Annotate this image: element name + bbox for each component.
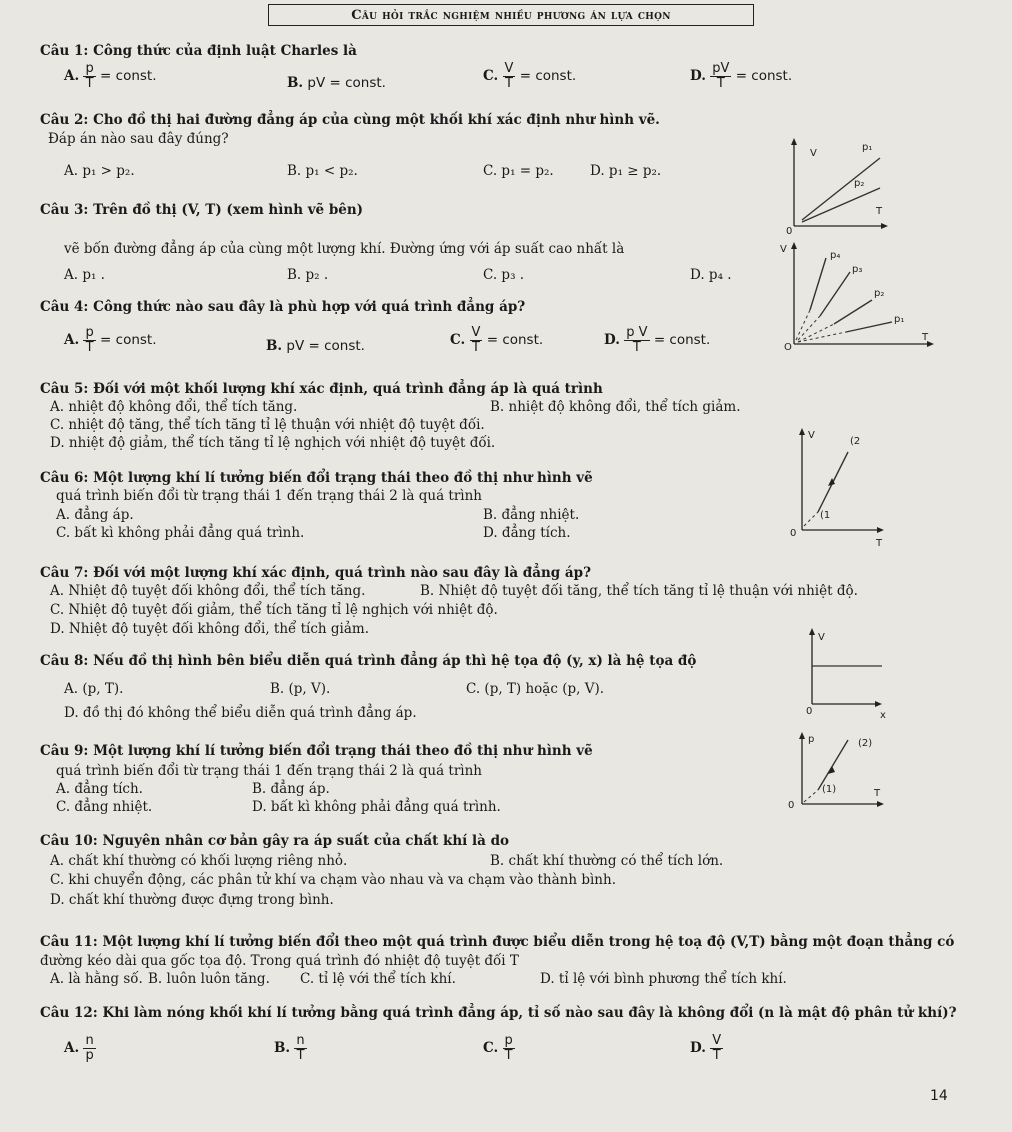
- q3-option-a[interactable]: A. p₁ .: [64, 267, 105, 283]
- q6-graph-origin: 0: [790, 528, 797, 539]
- q9-subtext: quá trình biến đổi từ trạng thái 1 đến trạng thái 2 là quá trình: [56, 763, 483, 779]
- q6-graph-x-label: T: [876, 538, 883, 549]
- q9-option-b[interactable]: B. đẳng áp.: [252, 781, 330, 797]
- q8-graph-origin: 0: [806, 706, 813, 717]
- q8-option-d[interactable]: D. đồ thị đó không thể biểu diễn quá trình đẳng áp.: [64, 705, 417, 721]
- q11-option-a[interactable]: A. là hằng số.: [50, 971, 143, 987]
- q9-graph-y-label: p: [808, 734, 815, 745]
- q5-stem: Câu 5: Đối với một khối lượng khí xác định, quá trình đẳng áp là quá trình: [40, 381, 603, 397]
- q4-option-c[interactable]: C. $\frac{V}{T}$ = const.: [450, 325, 544, 355]
- q10-option-a[interactable]: A. chất khí thường có khối lượng riêng nhỏ.: [50, 853, 348, 869]
- q12-stem: Câu 12: Khi làm nóng khối khí lí tưởng bằng quá trình đẳng áp, tỉ số nào sau đây là không đổi (n là mật độ phân tử khí)?: [40, 1005, 957, 1021]
- q9-graph-x-arrow: [877, 801, 884, 807]
- q8-stem: Câu 8: Nếu đồ thị hình bên biểu diễn quá trình đẳng áp thì hệ tọa độ (y, x) là hệ tọa độ: [40, 653, 697, 669]
- q6-graph-state-1: (1: [820, 510, 831, 521]
- q9-graph-dash-line: [804, 790, 818, 802]
- q3-graph: [780, 236, 940, 352]
- q9-option-c[interactable]: C. đẳng nhiệt.: [56, 799, 153, 815]
- q3-graph-label-p1: p₁: [894, 314, 905, 325]
- q1-option-b[interactable]: B. pV = const.: [287, 75, 386, 91]
- q3-graph-origin: O: [784, 342, 792, 353]
- q2-graph-label-p2: p₂: [854, 178, 865, 189]
- q3-graph-y-label: V: [780, 244, 787, 255]
- q7-option-b[interactable]: B. Nhiệt độ tuyệt đối tăng, thể tích tăng tỉ lệ thuận với nhiệt độ.: [420, 583, 858, 599]
- q12-option-b[interactable]: B. $\frac{n}{T}$: [274, 1033, 305, 1063]
- q6-graph-dash-line: [804, 512, 818, 526]
- q2-graph-origin: 0: [786, 226, 793, 237]
- q6-option-d[interactable]: D. đẳng tích.: [483, 525, 571, 541]
- q2-graph-x-label: T: [876, 206, 883, 217]
- q8-option-c[interactable]: C. (p, T) hoặc (p, V).: [466, 681, 605, 697]
- q9-graph-state-2: (2): [858, 738, 873, 749]
- q3-stem: Câu 3: Trên đồ thị (V, T) (xem hình vẽ bên): [40, 202, 364, 218]
- q2-option-a[interactable]: A. p₁ > p₂.: [64, 163, 135, 179]
- q3-graph-label-p2: p₂: [874, 288, 885, 299]
- q3-graph-dash-p4: [796, 310, 810, 340]
- q2-graph-line-p1: [802, 158, 880, 220]
- q2-graph: [780, 136, 890, 237]
- q6-graph-x-arrow: [877, 527, 884, 533]
- q9-stem: Câu 9: Một lượng khí lí tưởng biến đổi trạng thái theo đồ thị như hình vẽ: [40, 743, 593, 759]
- q10-option-d[interactable]: D. chất khí thường được đựng trong bình.: [50, 892, 334, 908]
- q9-graph-direction-arrow: [828, 766, 835, 774]
- q1-option-a[interactable]: A. $\frac{p}{T}$ = const.: [64, 61, 157, 91]
- section-title: Câu hỏi trắc nghiệm nhiều phương án lựa chọn: [268, 4, 754, 26]
- q11-option-d[interactable]: D. tỉ lệ với bình phương thể tích khí.: [540, 971, 787, 987]
- q3-graph-dash-p2: [798, 324, 834, 342]
- q9-graph-y-arrow: [799, 732, 805, 739]
- q9-option-a[interactable]: A. đẳng tích.: [56, 781, 143, 797]
- q10-option-c[interactable]: C. khi chuyển động, các phân tử khí va chạm vào nhau và va chạm vào thành bình.: [50, 872, 616, 888]
- q11-option-c[interactable]: C. tỉ lệ với thể tích khí.: [300, 971, 456, 987]
- q2-stem: Câu 2: Cho đồ thị hai đường đẳng áp của cùng một khối khí xác định như hình vẽ.: [40, 112, 660, 128]
- q6-option-a[interactable]: A. đẳng áp.: [56, 507, 134, 523]
- q3-graph-line-p3: [820, 272, 850, 316]
- q2-option-b[interactable]: B. p₁ < p₂.: [287, 163, 358, 179]
- q7-stem: Câu 7: Đối với một lượng khí xác định, quá trình nào sau đây là đẳng áp?: [40, 565, 592, 581]
- q8-graph-y-arrow: [809, 628, 815, 635]
- q4-option-a[interactable]: A. $\frac{p}{T}$ = const.: [64, 325, 157, 355]
- q6-graph-state-2: (2: [850, 436, 861, 447]
- q3-subtext: vẽ bốn đường đẳng áp của cùng một lượng khí. Đường ứng với áp suất cao nhất là: [64, 241, 625, 257]
- q3-graph-y-arrow: [791, 242, 797, 249]
- q2-subtext: Đáp án nào sau đây đúng?: [48, 131, 229, 147]
- q3-option-c[interactable]: C. p₃ .: [483, 267, 525, 283]
- q6-option-b[interactable]: B. đẳng nhiệt.: [483, 507, 580, 523]
- q10-stem: Câu 10: Nguyên nhân cơ bản gây ra áp suất của chất khí là do: [40, 833, 510, 849]
- q6-graph-y-arrow: [799, 428, 805, 435]
- q9-graph-process-line: [818, 740, 848, 790]
- page-number: 14: [930, 1088, 948, 1104]
- q3-graph-dash-p1: [798, 332, 846, 342]
- q6-subtext: quá trình biến đổi từ trạng thái 1 đến trạng thái 2 là quá trình: [56, 488, 483, 504]
- q2-graph-y-arrow: [791, 138, 797, 145]
- q7-option-a[interactable]: A. Nhiệt độ tuyệt đối không đổi, thể tích tăng.: [50, 583, 366, 599]
- q6-graph-y-label: V: [808, 430, 815, 441]
- q1-option-d[interactable]: D. $\frac{pV}{T}$ = const.: [690, 61, 793, 91]
- q3-graph-label-p4: p₄: [830, 250, 841, 261]
- q9-graph-state-1: (1): [822, 784, 837, 795]
- q11-option-b[interactable]: B. luôn luôn tăng.: [148, 971, 270, 987]
- q2-graph-label-p1: p₁: [862, 142, 873, 153]
- q12-option-c[interactable]: C. $\frac{p}{T}$: [483, 1033, 513, 1063]
- q9-graph: [780, 726, 890, 816]
- q6-stem: Câu 6: Một lượng khí lí tưởng biến đổi trạng thái theo đồ thị như hình vẽ: [40, 470, 593, 486]
- q11-subtext: đường kéo dài qua gốc tọa độ. Trong quá trình đó nhiệt độ tuyệt đối T: [40, 953, 519, 969]
- q7-option-d[interactable]: D. Nhiệt độ tuyệt đối không đổi, thể tích giảm.: [50, 621, 370, 637]
- q12-option-a[interactable]: A. $\frac{n}{p}$: [64, 1033, 94, 1063]
- q4-option-d[interactable]: D. $\frac{\text{p V}}{T}$ = const.: [604, 325, 711, 355]
- q7-option-c[interactable]: C. Nhiệt độ tuyệt đối giảm, thể tích tăng tỉ lệ nghịch với nhiệt độ.: [50, 602, 498, 618]
- q4-option-b[interactable]: B. pV = const.: [266, 338, 365, 354]
- q3-graph-x-label: T: [922, 332, 929, 343]
- q8-graph-x-label: x: [880, 710, 886, 721]
- q8-option-a[interactable]: A. (p, T).: [64, 681, 124, 697]
- q5-option-c[interactable]: C. nhiệt độ tăng, thể tích tăng tỉ lệ thuận với nhiệt độ tuyệt đối.: [50, 417, 485, 433]
- q9-graph-origin: 0: [788, 800, 795, 811]
- q3-option-b[interactable]: B. p₂ .: [287, 267, 329, 283]
- q3-graph-line-p2: [834, 300, 872, 324]
- q10-option-b[interactable]: B. chất khí thường có thể tích lớn.: [490, 853, 724, 869]
- q2-graph-y-label: V: [810, 148, 817, 159]
- q2-option-c[interactable]: C. p₁ = p₂.: [483, 163, 554, 179]
- q6-graph: [780, 422, 890, 548]
- q3-graph-line-p4: [810, 258, 826, 310]
- q1-stem: Câu 1: Công thức của định luật Charles là: [40, 43, 357, 59]
- q9-option-d[interactable]: D. bất kì không phải đẳng quá trình.: [252, 799, 501, 815]
- q8-graph-y-label: V: [818, 632, 825, 643]
- q5-option-d[interactable]: D. nhiệt độ giảm, thể tích tăng tỉ lệ nghịch với nhiệt độ tuyệt đối.: [50, 435, 496, 451]
- q5-option-b[interactable]: B. nhiệt độ không đổi, thể tích giảm.: [490, 399, 741, 415]
- q3-graph-label-p3: p₃: [852, 264, 863, 275]
- q3-option-d[interactable]: D. p₄ .: [690, 267, 732, 283]
- q8-graph-x-arrow: [875, 701, 882, 707]
- q9-graph-x-label: T: [874, 788, 881, 799]
- q8-graph: [790, 622, 900, 720]
- q11-stem: Câu 11: Một lượng khí lí tưởng biến đổi theo một quá trình được biểu diễn trong hệ toạ độ (V,T) bằng một đoạn thẳng có: [40, 934, 955, 950]
- q8-option-b[interactable]: B. (p, V).: [270, 681, 331, 697]
- q2-graph-x-arrow: [881, 223, 888, 229]
- q5-option-a[interactable]: A. nhiệt độ không đổi, thể tích tăng.: [50, 399, 298, 415]
- q6-option-c[interactable]: C. bất kì không phải đẳng quá trình.: [56, 525, 305, 541]
- q3-graph-line-p1: [846, 322, 892, 332]
- q12-option-d[interactable]: D. $\frac{V}{T}$: [690, 1033, 722, 1063]
- q4-stem: Câu 4: Công thức nào sau đây là phù hợp với quá trình đẳng áp?: [40, 299, 526, 315]
- q1-option-c[interactable]: C. $\frac{V}{T}$ = const.: [483, 61, 577, 91]
- q2-graph-line-p2: [802, 188, 880, 222]
- q2-option-d[interactable]: D. p₁ ≥ p₂.: [590, 163, 662, 179]
